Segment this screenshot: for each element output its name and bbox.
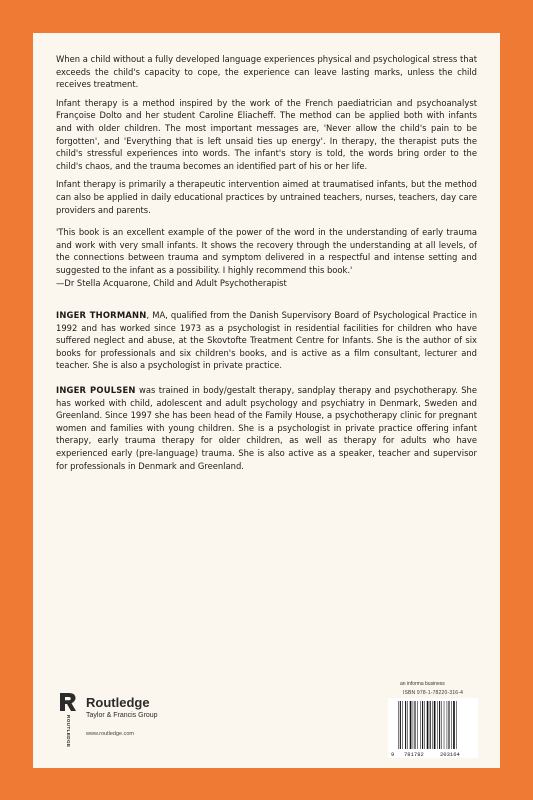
barcode-bar — [427, 701, 429, 749]
author-bio-thormann — [56, 309, 477, 372]
barcode-bar — [437, 701, 438, 749]
barcode-bar — [447, 701, 448, 749]
barcode-bar — [439, 701, 440, 749]
barcode-tagline: an informa business — [400, 681, 445, 687]
blurb-paragraph-3: Infant therapy is primarily a therapeutic intervention aimed at traumatised infants, but the method can also be applied in daily educational practices by untrained teachers, nurses, teachers, day care providers and parents. — [56, 179, 477, 215]
isbn-barcode — [388, 698, 478, 758]
publisher-logo — [56, 691, 256, 761]
barcode-bar — [422, 701, 423, 749]
blurb-paragraph-2: Infant therapy is a method inspired by the work of the French paediatrician and psychoanalyst Françoise Dolto and her student Caroline Eliacheff. The method can be applied both with infants and with older children. The most important messages are, 'Never allow the child's pain to be forgotten', and 'Everything that is left unsaid ties up energy'. In therapy, the therapist puts the child's stressful experiences into words. The infant's story is told, the words bring order to the child's chaos, and the trauma becomes an identified part of his or her life. — [56, 97, 477, 171]
barcode-bar — [448, 701, 449, 749]
publisher-name: Routledge — [86, 695, 150, 710]
barcode-bar — [413, 701, 414, 749]
author-name: INGER THORMANN — [56, 310, 147, 321]
routledge-logo-icon — [56, 691, 78, 751]
barcode-bar — [405, 701, 406, 749]
barcode-bar — [400, 701, 401, 749]
barcode-bar — [430, 701, 431, 749]
barcode-bar — [417, 701, 418, 749]
barcode-bar — [456, 701, 457, 749]
back-cover-panel — [33, 33, 500, 768]
author-bio-text: was trained in body/gestalt therapy, sandplay therapy and psychotherapy. She has worked with child, adolescent and adult psychology and psychiatry in Denmark, Sweden and Greenland. Since 1997 she has been head of the Family House, a psychotherapy clinic for pregnant women and families with young children. She is a psychologist in private practice offering infant therapy, early trauma therapy for older children, as well as therapy for adults who have experienced early (pre-language) trauma. She is also active as a speaker, teacher and supervisor for professionals in Denmark and Greenland. — [56, 385, 477, 471]
barcode-isbn-text: ISBN 978-1-78220-316-4 — [402, 690, 464, 696]
blurb-paragraph-1: When a child without a fully developed language experiences physical and psychological stress that exceeds the child's capacity to cope, the experience can leave lasting marks, unless the child receives treatment. — [56, 54, 477, 90]
publisher-group: Taylor & Francis Group — [86, 712, 158, 719]
barcode-digits-left: 781782 — [404, 751, 424, 758]
author-bio-text: , MA, qualified from the Danish Supervisory Board of Psychological Practice in 1992 and has worked since 1973 as a psychologist in residential facilities for children who have suffered neglect and abuse, at the Skovtofte Treatment Centre for Infants. She is the author of six books for professionals and six children's books, and is active as a film consultant, lecturer and teacher. She is also a psychologist in private practice. — [56, 310, 477, 371]
barcode-bar — [424, 701, 425, 749]
quote-attribution: —Dr Stella Acquarone, Child and Adult Psychotherapist — [56, 277, 287, 288]
barcode-bar — [420, 701, 421, 749]
barcode-bar — [402, 701, 403, 749]
endorsement-quote — [56, 226, 477, 289]
author-bio-poulsen — [56, 384, 477, 472]
barcode-bar — [453, 701, 455, 749]
barcode-bar — [407, 701, 408, 749]
barcode-digit-lead: 9 — [391, 751, 395, 758]
barcode-bar — [444, 701, 445, 749]
barcode-bar — [451, 701, 452, 749]
barcode-block — [388, 681, 478, 759]
barcode-bar — [398, 701, 399, 749]
barcode-bar — [432, 701, 433, 749]
blurb-content — [56, 53, 477, 484]
barcode-bar — [410, 701, 412, 749]
barcode-bar — [414, 701, 415, 749]
author-name: INGER POULSEN — [56, 385, 136, 396]
barcode-bar — [441, 701, 442, 749]
cover-footer — [56, 681, 477, 761]
barcode-bar — [434, 701, 436, 749]
quote-text: 'This book is an excellent example of the power of the word in the understanding of early trauma and work with very small infants. It shows the recovery through the understanding at all levels, of the connections between trauma and symptom delivered in a respectful and intense setting and suggested to the infant as a possibility. I highly recommend this book.' — [56, 227, 477, 275]
publisher-url: www.routledge.com — [86, 731, 134, 737]
barcode-digits-right: 203164 — [440, 751, 460, 758]
logo-vertical-text: ROUTLEDGE — [66, 715, 71, 748]
